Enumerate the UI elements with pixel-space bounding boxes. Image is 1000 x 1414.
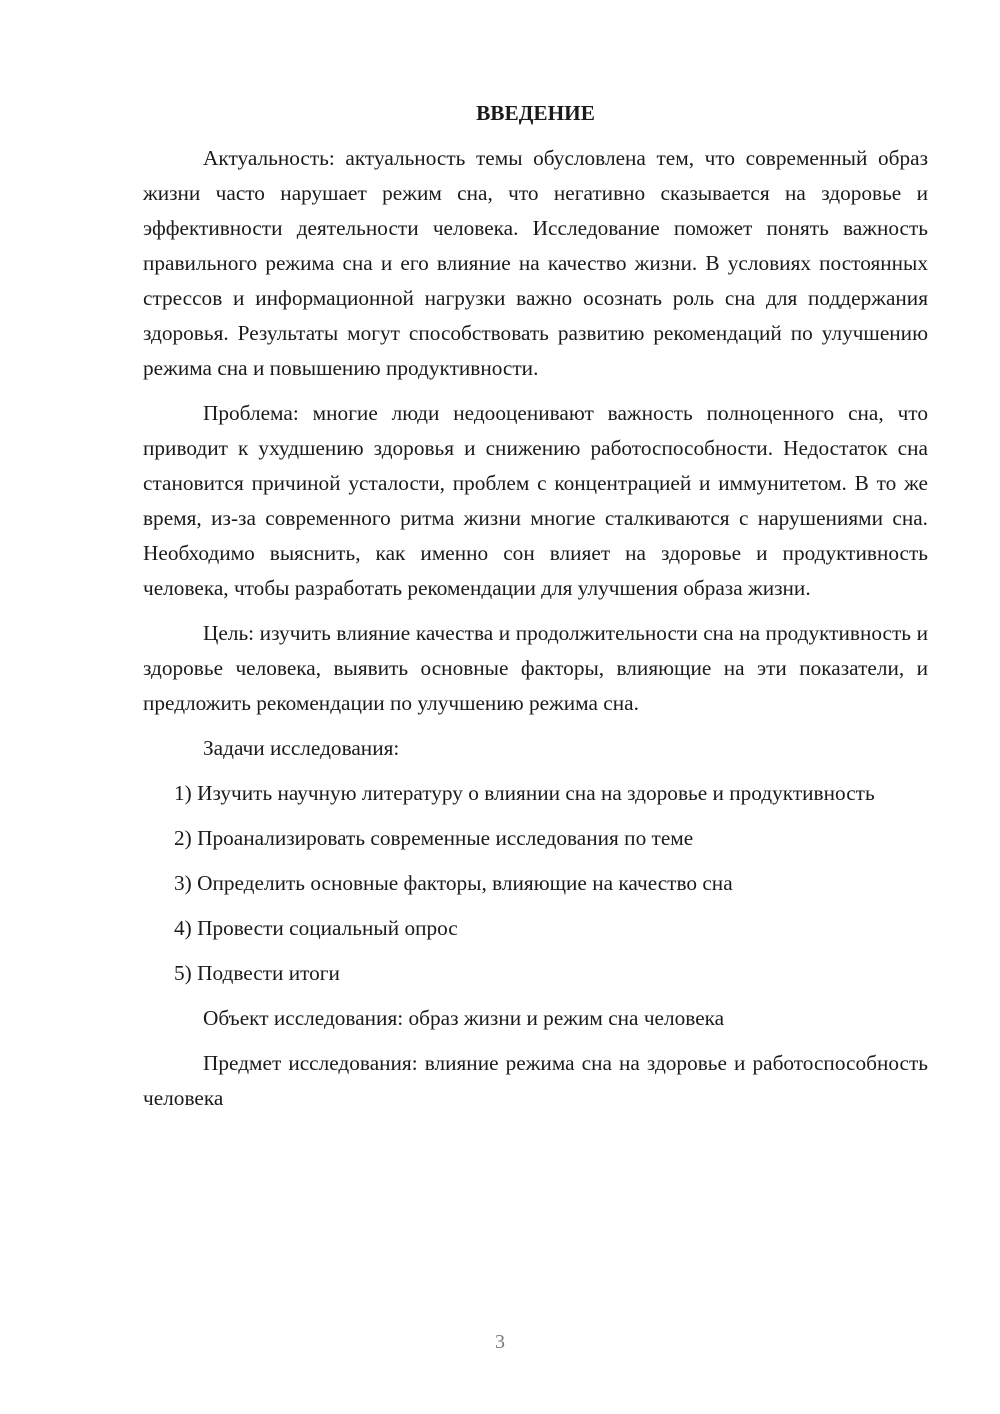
section-title: ВВЕДЕНИЕ: [476, 101, 595, 125]
task-item-3: 3) Определить основные факторы, влияющие на качество сна: [174, 871, 733, 895]
task-item-1: 1) Изучить научную литературу о влиянии сна на здоровье и продуктивность: [174, 781, 875, 805]
object-paragraph: Объект исследования: образ жизни и режим сна человека: [203, 1006, 725, 1030]
task-item-5: 5) Подвести итоги: [174, 961, 340, 985]
subject-paragraph: Предмет исследования: влияние режима сна на здоровье и работоспособность человека: [143, 1051, 928, 1110]
task-item-4: 4) Провести социальный опрос: [174, 916, 458, 940]
problem-paragraph: Проблема: многие люди недооценивают важность полноценного сна, что приводит к ухудшению здоровья и снижению работоспособности. Недостаток сна становится причиной усталости, проблем с концентрацией и иммунитетом. В то же время, из-за современного ритма жизни многие сталкиваются с нарушениями сна. Необходимо выяснить, как именно сон влияет на здоровье и продуктивность человека, чтобы разработать рекомендации для улучшения образа жизни.: [143, 401, 928, 600]
tasks-heading: Задачи исследования:: [203, 736, 400, 760]
page-number: 3: [495, 1331, 505, 1353]
document-page: [143, 96, 928, 1126]
task-item-2: 2) Проанализировать современные исследования по теме: [174, 826, 694, 850]
goal-paragraph: Цель: изучить влияние качества и продолжительности сна на продуктивность и здоровье человека, выявить основные факторы, влияющие на эти показатели, и предложить рекомендации по улучшению режима сна.: [143, 621, 928, 715]
relevance-paragraph: Актуальность: актуальность темы обусловлена тем, что современный образ жизни часто нарушает режим сна, что негативно сказывается на здоровье и эффективности деятельности человека. Исследование поможет понять важность правильного режима сна и его влияние на качество жизни. В условиях постоянных стрессов и информационной нагрузки важно осознать роль сна для поддержания здоровья. Результаты могут способствовать развитию рекомендаций по улучшению режима сна и повышению продуктивности.: [143, 146, 928, 380]
